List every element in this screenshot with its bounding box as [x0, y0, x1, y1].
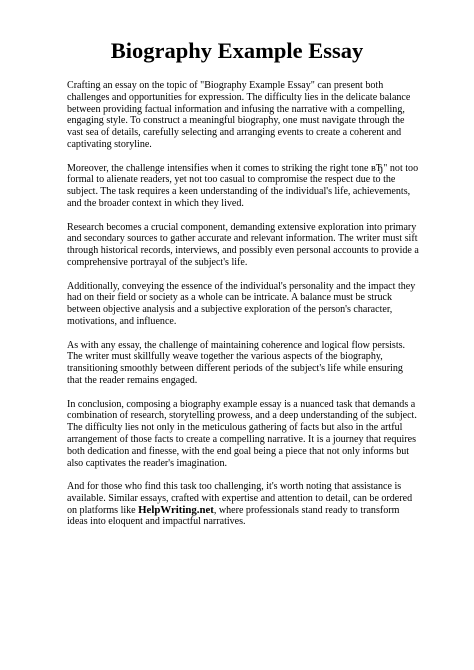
paragraph-tone: Moreover, the challenge intensifies when it comes to striking the right tone вЂ" not too formal to alienate readers, yet not too casual to compromise the respect due to the subject. The task requires a keen understanding of the individual's life, achievements, and the broader context in which they lived. [67, 162, 419, 209]
paragraph-research: Research becomes a crucial component, demanding extensive exploration into primary and secondary sources to gather accurate and relevant information. The writer must sift through historical records, interviews, and possibly even personal accounts to provide a comprehensive portrayal of the subject's life. [67, 221, 419, 268]
closing-text-after: , where professionals stand ready to transform ideas into eloquent and impactful narratives. [67, 504, 400, 528]
paragraph-coherence: As with any essay, the challenge of maintaining coherence and logical flow persists. The writer must skillfully weave together the various aspects of the biography, transitioning smoothly between different periods of the subject's life while ensuring that the reader remains engaged. [67, 339, 406, 386]
paragraph-closing [67, 481, 419, 528]
paragraph-conclusion: In conclusion, composing a biography example essay is a nuanced task that demands a combination of research, storytelling prowess, and a deep understanding of the subject. The difficulty lies not only in the meticulous gathering of facts but also in the artful arrangement of those facts to create a compelling narrative. It is a journey that requires both dedication and finesse, with the end goal being a piece that not only informs but also captivates the reader's imagination. [67, 398, 417, 469]
essay-body [67, 80, 419, 528]
paragraph-personality: Additionally, conveying the essence of the individual's personality and the impact they had on their field or society as a whole can be intricate. A balance must be struck between objective analysis and a subjective exploration of the person's character, motivations, and influence. [67, 280, 416, 327]
closing-text-before: And for those who find this task too challenging, it's worth noting that assistance is available. Similar essays, crafted with expertise and attention to detail, can be ordered on platforms like [67, 481, 413, 516]
page-title: Biography Example Essay [110, 38, 364, 63]
brand-link[interactable]: HelpWriting.net [138, 503, 214, 516]
paragraph-intro: Crafting an essay on the topic of "Biography Example Essay" can present both challenges and opportunities for expression. The difficulty lies in the delicate balance between providing factual information and infusing the narrative with a compelling, engaging style. To construct a meaningful biography, one must navigate through the vast sea of details, carefully selecting and arranging events to create a coherent and captivating storyline. [67, 80, 411, 150]
